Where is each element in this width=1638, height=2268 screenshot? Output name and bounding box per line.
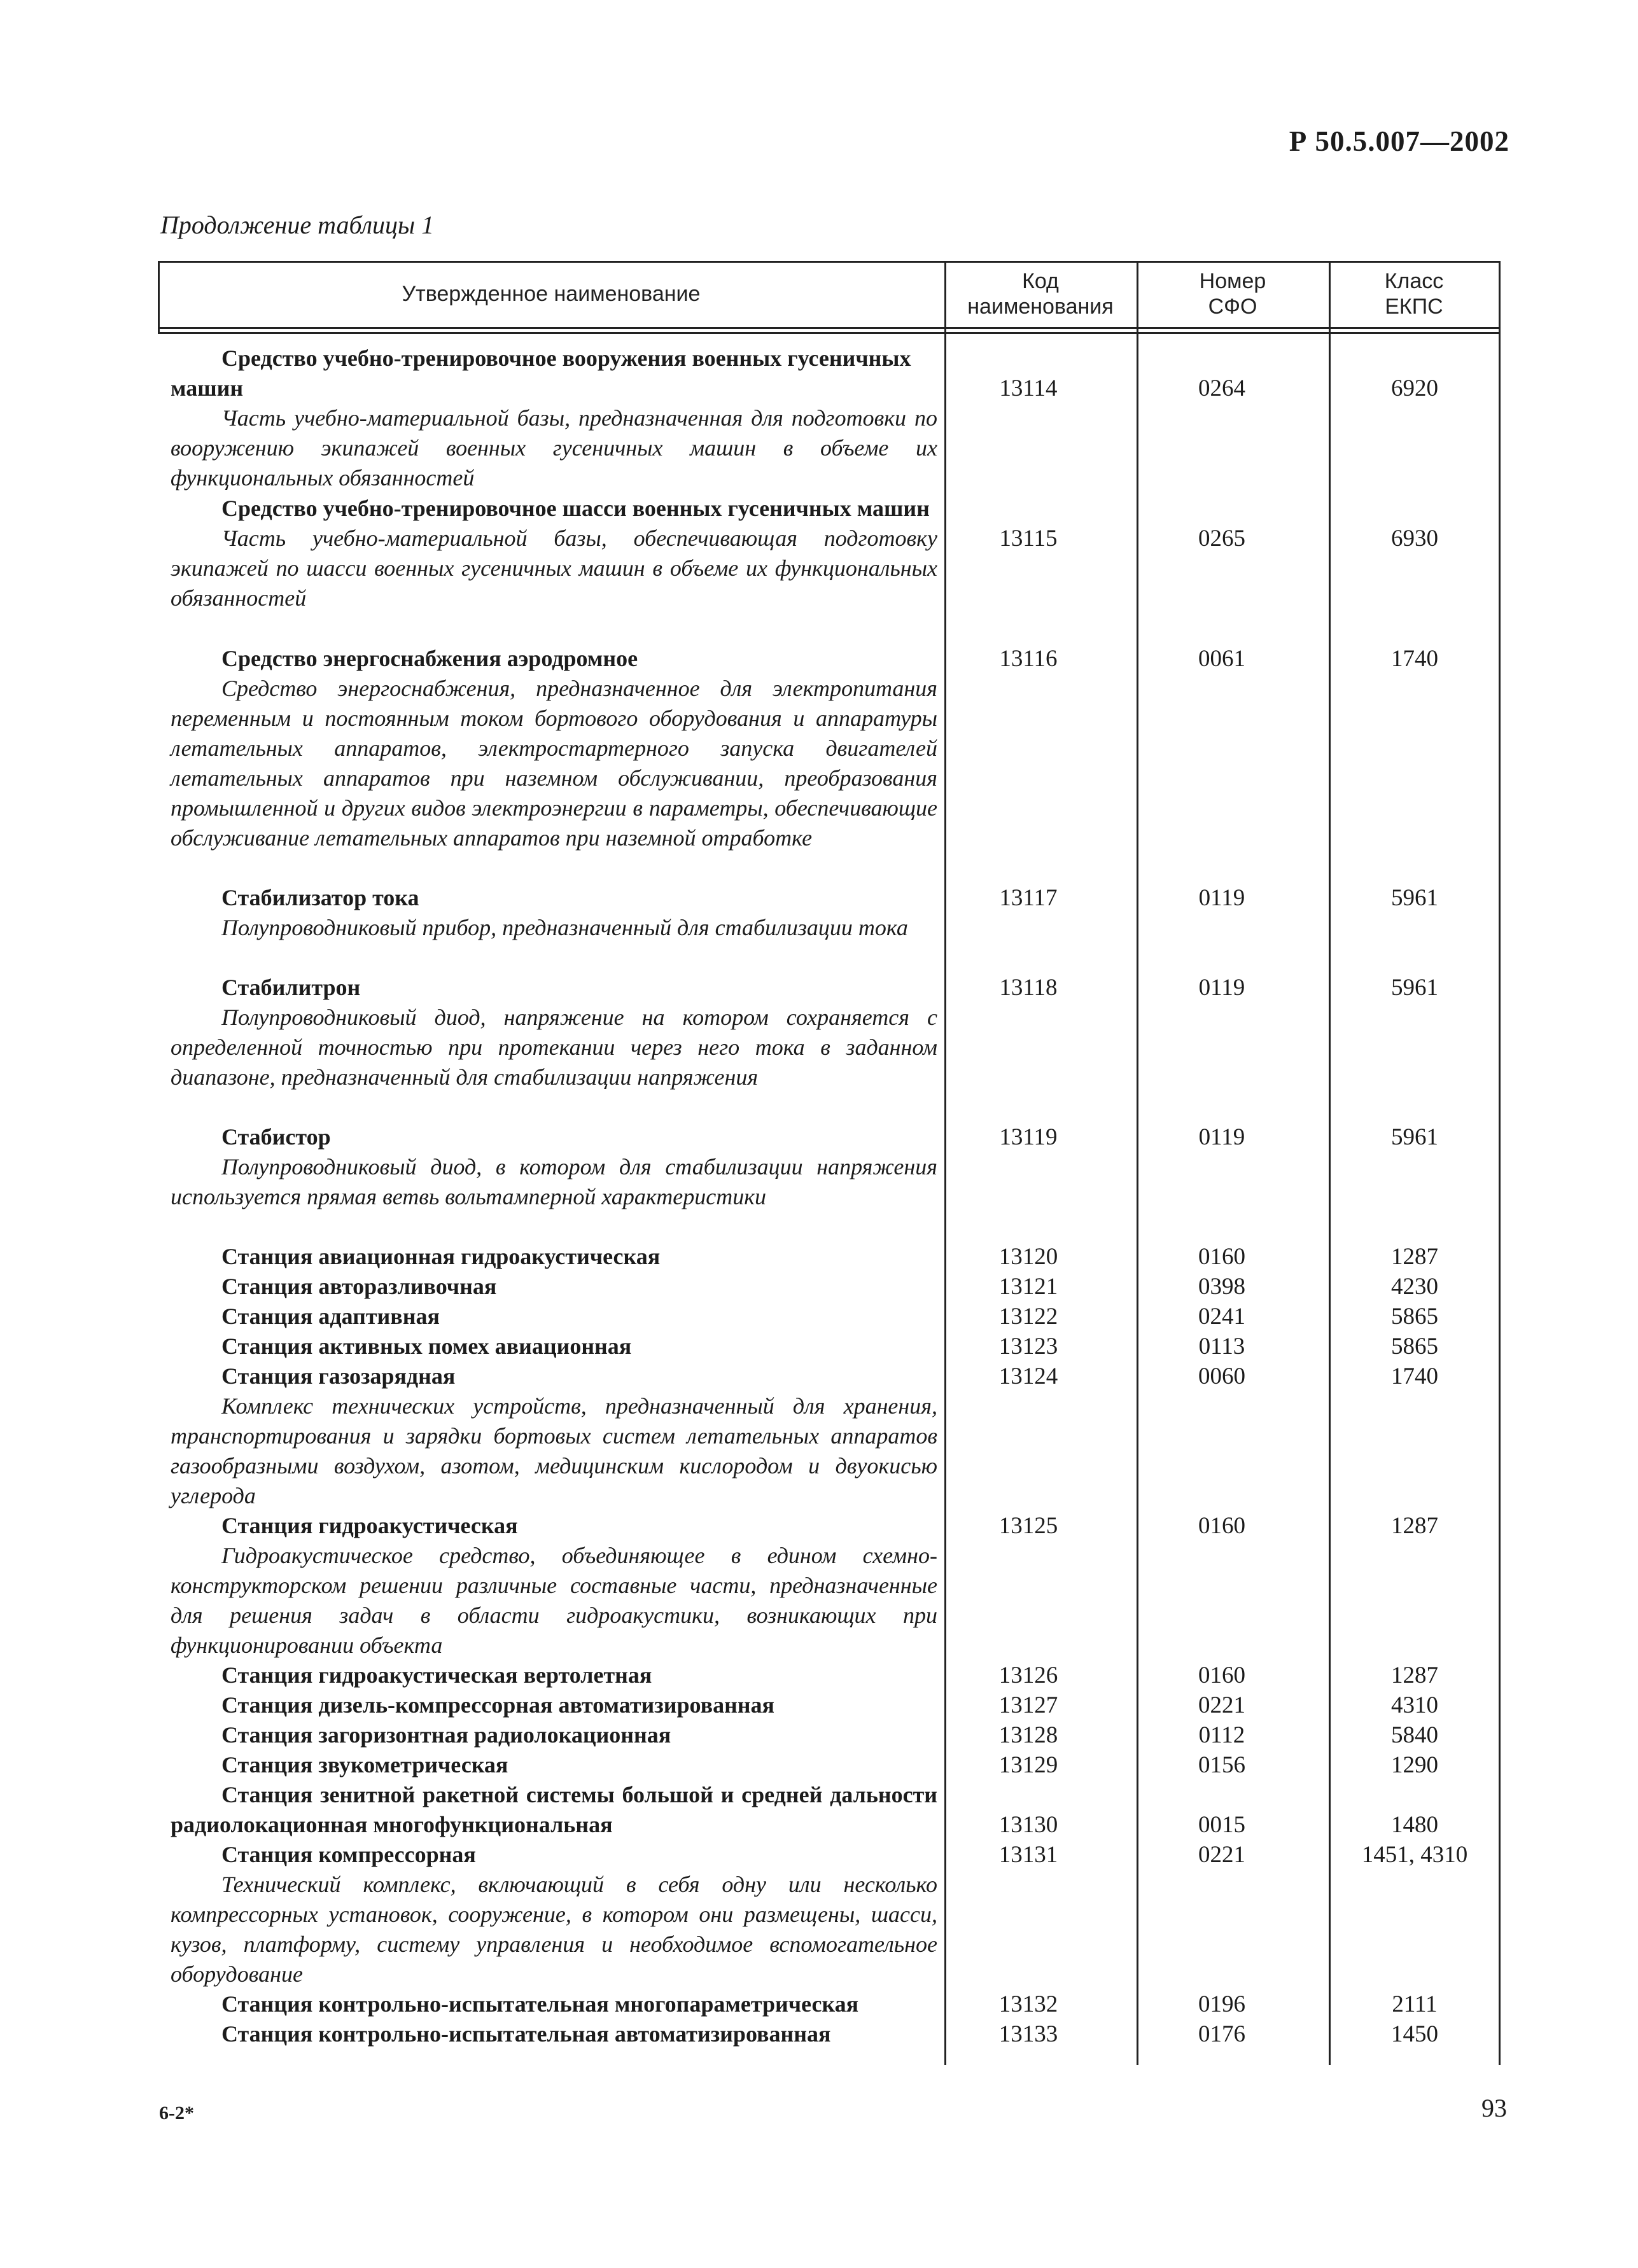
row-sfo: 0156	[1198, 1752, 1245, 1778]
header-sfo-line1: Номер	[1199, 269, 1266, 293]
table-caption: Продолжение таблицы 1	[160, 211, 435, 239]
row-class: 1287	[1391, 1513, 1438, 1539]
row-code: 13114	[999, 375, 1058, 401]
row-title: Станция авиационная гидроакустическая	[221, 1244, 661, 1269]
row-class: 1740	[1391, 646, 1438, 672]
row-class: 1290	[1391, 1752, 1438, 1778]
row-sfo: 0119	[1198, 975, 1245, 1001]
header-class	[1329, 261, 1499, 327]
row-description: Часть учебно-материальной базы, предназначенная для подготовки по вооружению экипажей военных гусеничных машин в объеме их функциональных обязанностей	[171, 405, 937, 490]
row-title: Станция контрольно-испытательная автоматизированная	[221, 2021, 831, 2047]
footer-signature-mark: 6-2*	[159, 2103, 194, 2124]
header-class-line1: Класс	[1384, 269, 1444, 293]
row-sfo: 0160	[1198, 1662, 1245, 1688]
row-title: Станция контрольно-испытательная многопараметрическая	[221, 1991, 859, 2017]
row-class: 6930	[1391, 525, 1438, 552]
header-separator-double	[158, 332, 1501, 334]
row-sfo: 0060	[1198, 1363, 1245, 1389]
row-code: 13127	[998, 1692, 1058, 1718]
row-sfo: 0241	[1198, 1304, 1245, 1330]
row-title: Станция активных помех авиационная	[221, 1333, 632, 1359]
row-code: 13123	[998, 1333, 1058, 1360]
row-sfo: 0119	[1198, 1124, 1245, 1150]
row-code: 13133	[998, 2021, 1058, 2047]
row-code: 13118	[999, 975, 1058, 1001]
row-class: 1287	[1391, 1244, 1438, 1270]
row-code: 13115	[999, 525, 1058, 552]
row-title: Станция дизель-компрессорная автоматизированная	[221, 1692, 775, 1718]
header-sfo	[1137, 261, 1329, 327]
row-class: 4310	[1391, 1692, 1438, 1718]
row-sfo: 0398	[1198, 1274, 1245, 1300]
row-code: 13131	[998, 1842, 1058, 1868]
row-title: Средство энергоснабжения аэродромное	[221, 646, 638, 671]
row-code: 13129	[998, 1752, 1058, 1778]
row-sfo: 0196	[1198, 1991, 1245, 2017]
row-code: 13122	[998, 1304, 1058, 1330]
document-code: Р 50.5.007—2002	[1289, 125, 1509, 157]
row-sfo: 0113	[1198, 1333, 1245, 1360]
row-sfo: 0112	[1198, 1722, 1245, 1748]
row-code: 13121	[998, 1274, 1058, 1300]
row-title: Станция звукометрическая	[221, 1752, 508, 1778]
row-sfo: 0119	[1198, 885, 1245, 911]
row-class: 5865	[1391, 1304, 1438, 1330]
row-class: 5961	[1391, 1124, 1438, 1150]
row-class: 1740	[1391, 1363, 1438, 1389]
row-title: Средство учебно-тренировочное шасси военных гусеничных машин	[221, 496, 930, 521]
row-title: Станция авторазливочная	[221, 1274, 497, 1299]
row-class: 2111	[1392, 1991, 1438, 2017]
row-sfo: 0160	[1198, 1513, 1245, 1539]
row-title: Станция гидроакустическая	[221, 1513, 518, 1538]
data-table	[158, 261, 1501, 2065]
row-title: Станция гидроакустическая вертолетная	[221, 1662, 652, 1688]
row-code: 13130	[998, 1812, 1058, 1838]
row-title: Стабилизатор тока	[221, 885, 419, 910]
row-description: Полупроводниковый прибор, предназначенный для стабилизации тока	[221, 915, 908, 940]
row-class: 1480	[1391, 1812, 1438, 1838]
row-code: 13132	[998, 1991, 1058, 2017]
row-title: Станция газозарядная	[221, 1363, 456, 1389]
row-code: 13119	[999, 1124, 1058, 1150]
row-class: 5961	[1391, 885, 1438, 911]
header-code	[944, 261, 1137, 327]
row-title: Станция компрессорная	[221, 1842, 476, 1867]
row-description: Средство энергоснабжения, предназначенное для электропитания переменным и постоянным током бортового оборудования и аппаратуры летательных аппаратов, электростартерного запуска двигателей летательных аппаратов при наземном обслуживании, преобразования промышленной и других видов электроэнергии в параметры, обеспечивающие обслуживание летательных аппаратов при наземной отработке	[171, 676, 937, 851]
header-code-line2: наименования	[967, 295, 1114, 319]
row-sfo: 0176	[1198, 2021, 1245, 2047]
row-code: 13116	[999, 646, 1058, 672]
header-name-label: Утвержденное наименование	[402, 282, 701, 306]
row-sfo: 0221	[1198, 1842, 1245, 1868]
row-sfo: 0265	[1198, 525, 1245, 552]
row-sfo: 0061	[1198, 646, 1245, 672]
row-description: Полупроводниковый диод, напряжение на котором сохраняется с определенной точностью при протекании через него тока в заданном диапазоне, предназначенный для стабилизации напряжения	[171, 1005, 937, 1090]
header-separator	[158, 327, 1501, 329]
row-code: 13117	[999, 885, 1058, 911]
row-class: 5865	[1391, 1333, 1438, 1360]
header-class-line2: ЕКПС	[1385, 295, 1443, 319]
row-title: Станция адаптивная	[221, 1304, 440, 1329]
row-title: Станция зенитной ракетной системы большой и средней дальности радиолокационная многофункциональная	[171, 1782, 937, 1837]
row-class: 1451, 4310	[1361, 1842, 1468, 1868]
row-class: 5961	[1391, 975, 1438, 1001]
row-class: 1450	[1391, 2021, 1438, 2047]
header-code-line1: Код	[1022, 269, 1059, 293]
row-code: 13125	[998, 1513, 1058, 1539]
row-description: Комплекс технических устройств, предназначенный для хранения, транспортирования и зарядки бортовых систем летательных аппаратов газообразными воздухом, азотом, медицинским кислородом и двуокисью углерода	[171, 1393, 937, 1508]
page-number: 93	[1481, 2094, 1507, 2122]
row-code: 13120	[998, 1244, 1058, 1270]
row-class: 1287	[1391, 1662, 1438, 1688]
row-description: Гидроакустическое средство, объединяющее в едином схемно-конструкторском решении различные составные части, предназначенные для решения задач в области гидроакустики, возникающих при функционировании объекта	[171, 1543, 937, 1658]
row-code: 13126	[998, 1662, 1058, 1688]
row-title: Средство учебно-тренировочное вооружения военных гусеничных машин	[171, 345, 911, 401]
row-title: Стабилитрон	[221, 975, 361, 1000]
row-sfo: 0221	[1198, 1692, 1245, 1718]
row-class: 5840	[1391, 1722, 1438, 1748]
row-class: 6920	[1391, 375, 1438, 401]
row-code: 13124	[998, 1363, 1058, 1389]
header-sfo-line2: СФО	[1208, 295, 1257, 319]
row-sfo: 0160	[1198, 1244, 1245, 1270]
row-description: Часть учебно-материальной базы, обеспечивающая подготовку экипажей по шасси военных гусеничных машин в объеме их функциональных обязанностей	[171, 525, 937, 611]
header-name	[158, 261, 944, 327]
row-title: Станция загоризонтная радиолокационная	[221, 1722, 671, 1748]
row-code: 13128	[998, 1722, 1058, 1748]
row-sfo: 0015	[1198, 1812, 1245, 1838]
row-description: Полупроводниковый диод, в котором для стабилизации напряжения используется прямая ветвь вольтамперной характеристики	[171, 1154, 937, 1209]
row-description: Технический комплекс, включающий в себя одну или несколько компрессорных установок, сооружение, в котором они размещены, шасси, кузов, платформу, систему управления и необходимое вспомогательное оборудование	[171, 1872, 937, 1987]
row-sfo: 0264	[1198, 375, 1245, 401]
row-class: 4230	[1391, 1274, 1438, 1300]
row-title: Стабистор	[221, 1124, 331, 1150]
